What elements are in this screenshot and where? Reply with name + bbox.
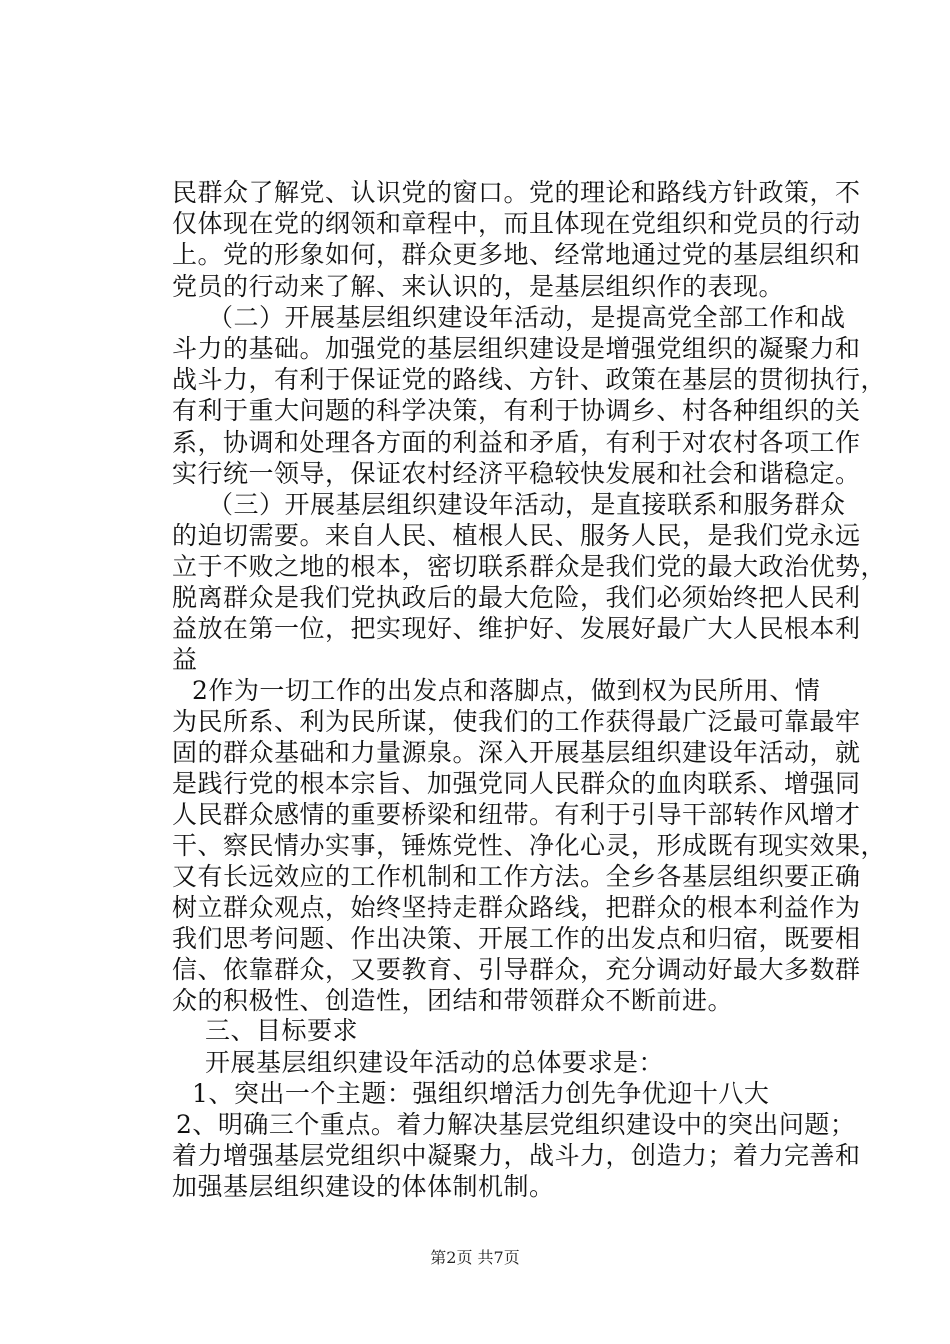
paragraph-line: 众的积极性、创造性，团结和带领群众不断前进。 bbox=[172, 986, 734, 1015]
paragraph-line: 斗力的基础。加强党的基层组织建设是增强党组织的凝聚力和 bbox=[172, 334, 861, 363]
paragraph-line: 有利于重大问题的科学决策，有利于协调乡、村各种组织的关 bbox=[172, 396, 861, 425]
paragraph-line: 民群众了解党、认识党的窗口。党的理论和路线方针政策，不 bbox=[172, 178, 861, 207]
paragraph-line: 党员的行动来了解、来认识的，是基层组织作的表现。 bbox=[172, 272, 785, 301]
paragraph-line: 益放在第一位，把实现好、维护好、发展好最广大人民根本利 bbox=[172, 614, 861, 643]
paragraph-line: 立于不败之地的根本，密切联系群众是我们党的最大政治优势， bbox=[172, 552, 887, 581]
paragraph-line: 益 bbox=[172, 645, 198, 674]
paragraph-line: 着力增强基层党组织中凝聚力，战斗力，创造力；着力完善和 bbox=[172, 1141, 861, 1170]
paragraph-line: 干、察民情办实事，锤炼党性、净化心灵，形成既有现实效果， bbox=[172, 831, 887, 860]
paragraph-line: 的迫切需要。来自人民、植根人民、服务人民，是我们党永远 bbox=[172, 521, 861, 550]
paragraph-line: 2作为一切工作的出发点和落脚点，做到权为民所用、情 bbox=[192, 676, 821, 705]
paragraph-line: 实行统一领导，保证农村经济平稳较快发展和社会和谐稳定。 bbox=[172, 459, 861, 488]
paragraph-line: 树立群众观点，始终坚持走群众路线，把群众的根本利益作为 bbox=[172, 893, 861, 922]
paragraph-line: （三）开展基层组织建设年活动，是直接联系和服务群众 bbox=[208, 490, 846, 519]
paragraph-line: 系，协调和处理各方面的利益和矛盾，有利于对农村各项工作 bbox=[172, 428, 861, 457]
paragraph-line: 为民所系、利为民所谋，使我们的工作获得最广泛最可靠最牢 bbox=[172, 707, 861, 736]
paragraph-line: 我们思考问题、作出决策、开展工作的出发点和归宿，既要相 bbox=[172, 924, 861, 953]
page-footer: 第2页 共7页 bbox=[430, 1248, 520, 1267]
paragraph-line: 又有长远效应的工作机制和工作方法。全乡各基层组织要正确 bbox=[172, 862, 861, 891]
paragraph-line: 人民群众感情的重要桥梁和纽带。有利于引导干部转作风增才 bbox=[172, 800, 861, 829]
paragraph-line: 三、目标要求 bbox=[205, 1016, 359, 1045]
paragraph-line: 战斗力，有利于保证党的路线、方针、政策在基层的贯彻执行， bbox=[172, 365, 887, 394]
paragraph-line: 1、突出一个主题：强组织增活力创先争优迎十八大 bbox=[192, 1079, 770, 1108]
paragraph-line: 仅体现在党的纲领和章程中，而且体现在党组织和党员的行动 bbox=[172, 209, 861, 238]
paragraph-line: 固的群众基础和力量源泉。深入开展基层组织建设年活动，就 bbox=[172, 738, 861, 767]
paragraph-line: （二）开展基层组织建设年活动，是提高党全部工作和战 bbox=[208, 303, 846, 332]
paragraph-line: 开展基层组织建设年活动的总体要求是： bbox=[205, 1048, 665, 1077]
paragraph-line: 加强基层组织建设的体体制机制。 bbox=[172, 1172, 555, 1201]
paragraph-line: 是践行党的根本宗旨、加强党同人民群众的血肉联系、增强同 bbox=[172, 769, 861, 798]
paragraph-line: 2、明确三个重点。着力解决基层党组织建设中的突出问题； bbox=[176, 1110, 856, 1139]
paragraph-line: 脱离群众是我们党执政后的最大危险，我们必须始终把人民利 bbox=[172, 583, 861, 612]
paragraph-line: 上。党的形象如何，群众更多地、经常地通过党的基层组织和 bbox=[172, 240, 861, 269]
paragraph-line: 信、依靠群众，又要教育、引导群众，充分调动好最大多数群 bbox=[172, 955, 861, 984]
